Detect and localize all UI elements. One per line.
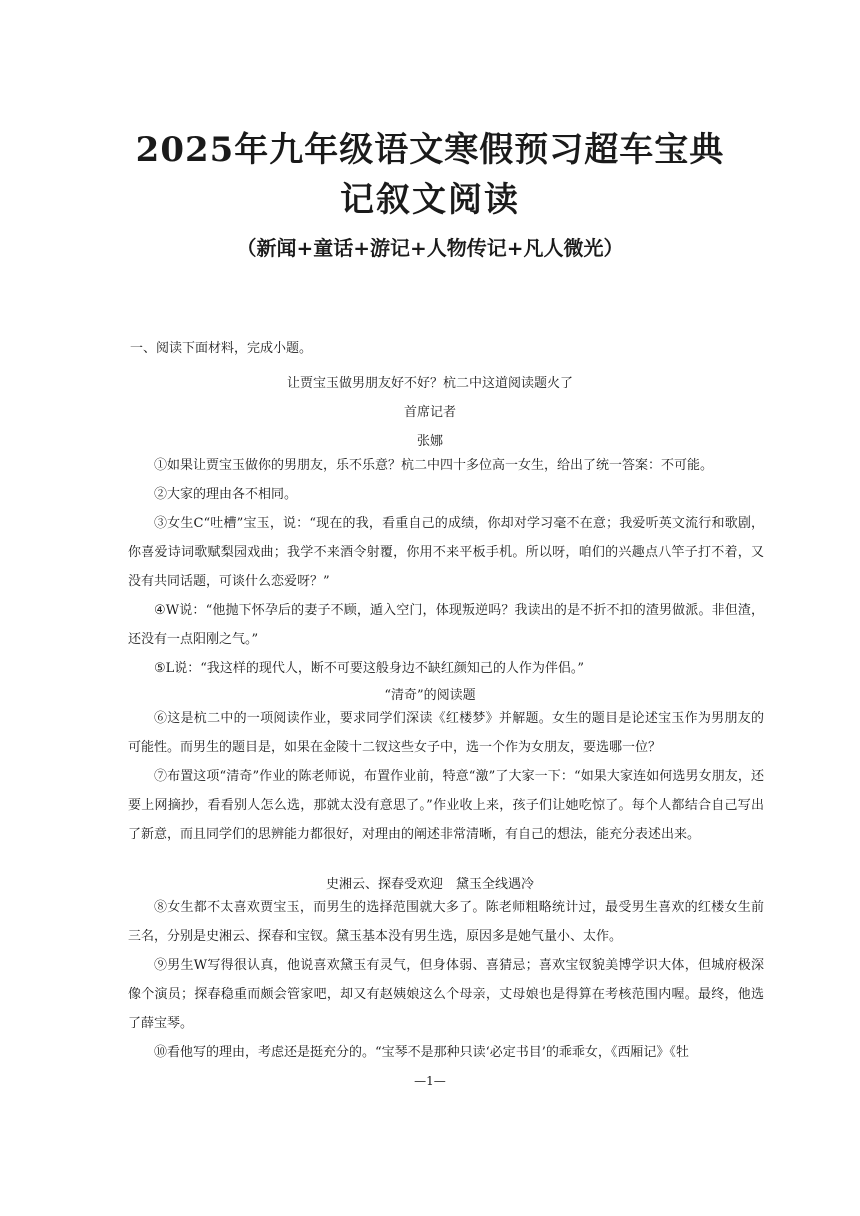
paragraph-6: ⑥这是杭二中的一项阅读作业，要求同学们深读《红楼梦》并解题。女生的题目是论述宝玉作为男朋友的可能性。而男生的题目是，如果在金陵十二钗这些女子中，选一个作为女朋友，要选哪一位？ [128, 711, 764, 755]
document-subtitle: 记叙文阅读 [340, 180, 520, 220]
document-title: 2025年九年级语文寒假预习超车宝典 [135, 130, 725, 170]
document-scope: （新闻+童话+游记+人物传记+凡人微光） [236, 236, 624, 260]
page-number: —1— [414, 1074, 446, 1088]
question-intro: 一、阅读下面材料，完成小题。 [130, 341, 313, 356]
paragraph-2: ②大家的理由各不相同。 [154, 487, 298, 502]
subheading-1: “清奇”的阅读题 [384, 688, 476, 703]
paragraph-3: ③女生C“吐槽”宝玉，说：“现在的我，看重自己的成绩，你却对学习毫不在意；我爱听英文流行和歌剧，你喜爱诗词歌赋梨园戏曲；我学不来酒令射覆，你用不来平板手机。所以呀，咱们的兴趣点八竿子打不着，又没有共同话题，可谈什么恋爱呀？” [128, 516, 764, 589]
paragraph-8: ⑧女生都不太喜欢贾宝玉，而男生的选择范围就大多了。陈老师粗略统计过，最受男生喜欢的红楼女生前三名，分别是史湘云、探春和宝钗。黛玉基本没有男生选，原因多是她气量小、太作。 [128, 900, 764, 944]
byline-name: 张娜 [416, 434, 443, 449]
paragraph-1: ①如果让贾宝玉做你的男朋友，乐不乐意？杭二中四十多位高一女生，给出了统一答案：不可能。 [154, 458, 714, 473]
byline-role: 首席记者 [403, 405, 456, 420]
paragraph-7: ⑦布置这项“清奇”作业的陈老师说，布置作业前，特意“激”了大家一下：“如果大家连如何选男女朋友，还要上网摘抄，看看别人怎么选，那就太没有意思了。”作业收上来，孩子们让她吃惊了。每个人都结合自己写出了新意，而且同学们的思辨能力都很好，对理由的阐述非常清晰，有自己的想法，能充分表述出来。 [128, 769, 764, 842]
article-headline: 让贾宝玉做男朋友好不好？杭二中这道阅读题火了 [286, 376, 573, 391]
paragraph-5: ⑤L说：“我这样的现代人，断不可要这般身边不缺红颜知己的人作为伴侣。” [154, 661, 585, 676]
paragraph-10: ⑩看他写的理由，考虑还是挺充分的。“宝琴不是那种只读‘必定书目’的乖乖女，《西厢记》《牡 [154, 1045, 689, 1060]
subheading-2: 史湘云、探春受欢迎 黛玉全线遇冷 [325, 877, 534, 892]
paragraph-9: ⑨男生W写得很认真，他说喜欢黛玉有灵气，但身体弱、喜猜忌；喜欢宝钗貌美博学识大体，但城府极深像个演员；探春稳重而颇会管家吧，却又有赵姨娘这么个母亲，丈母娘也是得算在考核范围内喔。最终，他选了薛宝琴。 [128, 958, 764, 1031]
paragraph-4: ④W说：“他抛下怀孕后的妻子不顾，遁入空门，体现叛逆吗？我读出的是不折不扣的渣男做派。非但渣，还没有一点阳刚之气。” [128, 603, 764, 647]
